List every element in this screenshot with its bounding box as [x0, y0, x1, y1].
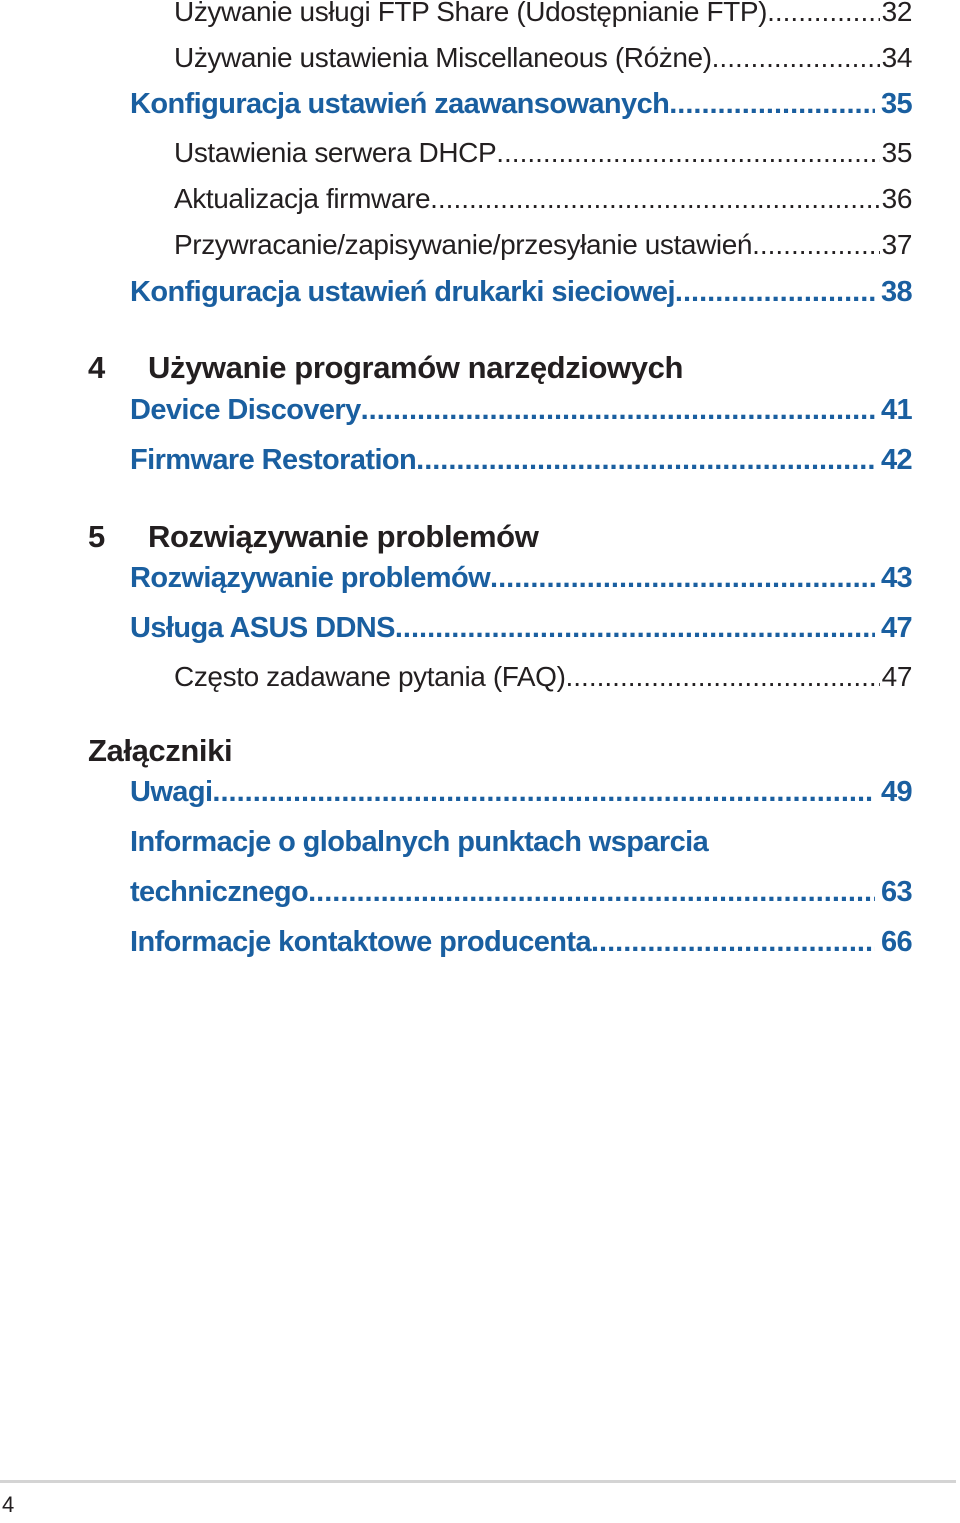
- dot-leader: [675, 276, 875, 309]
- dot-leader: [752, 229, 880, 261]
- toc-entry-advanced-settings[interactable]: [130, 88, 912, 121]
- toc-entry-page: 35: [881, 137, 912, 168]
- chapter-number: 4: [88, 350, 105, 385]
- toc-entry-title: Firmware Restoration: [130, 444, 417, 476]
- toc-entry-title: Przywracanie/zapisywanie/przesyłanie ustawień: [174, 229, 753, 260]
- toc-entry-device-discovery[interactable]: [130, 394, 912, 427]
- toc-entry-page: 63: [880, 876, 912, 908]
- dot-leader: [416, 444, 875, 477]
- dot-leader: [430, 183, 880, 215]
- toc-entry-title: Konfiguracja ustawień drukarki sieciowej: [130, 276, 675, 308]
- toc-entry-page: 35: [880, 88, 912, 120]
- chapter-title: Rozwiązywanie problemów: [148, 519, 539, 554]
- toc-entry-page: 37: [881, 229, 912, 260]
- dot-leader: [395, 612, 875, 645]
- dot-leader: [496, 137, 879, 169]
- toc-entry-title: Konfiguracja ustawień zaawansowanych: [130, 88, 670, 120]
- toc-entry-page: 43: [880, 562, 912, 594]
- toc-entry-page: 49: [880, 776, 912, 808]
- toc-entry-asus-ddns[interactable]: [130, 612, 912, 645]
- toc-entry-page: 47: [880, 612, 912, 644]
- toc-entry-notices[interactable]: [130, 776, 912, 809]
- toc-entry-page: 47: [881, 661, 912, 692]
- toc-entry-title: technicznego: [130, 876, 309, 908]
- chapter-heading-5: [88, 519, 538, 555]
- toc-entry-page: 42: [880, 444, 912, 476]
- toc-entry-support-line1[interactable]: Informacje o globalnych punktach wsparcia: [130, 826, 709, 858]
- toc-entry-title: Używanie ustawienia Miscellaneous (Różne): [174, 42, 712, 73]
- toc-entry-title: Uwagi: [130, 776, 213, 808]
- toc-entry-miscellaneous[interactable]: [174, 42, 912, 74]
- toc-entry-title: Informacje kontaktowe producenta: [130, 926, 591, 958]
- toc-entry-firmware-restoration[interactable]: [130, 444, 912, 477]
- toc-entry-title: Rozwiązywanie problemów: [130, 562, 491, 594]
- footer-page-number: 4: [2, 1492, 15, 1517]
- dot-leader: [669, 88, 875, 121]
- dot-leader: [361, 394, 875, 427]
- toc-entry-faq[interactable]: [174, 661, 912, 693]
- chapter-heading-4: [88, 350, 683, 386]
- dot-leader: [212, 776, 875, 809]
- dot-leader: [490, 562, 875, 595]
- toc-entry-page: 38: [880, 276, 912, 308]
- dot-leader: [712, 42, 880, 74]
- toc-entry-dhcp-server[interactable]: [174, 137, 912, 169]
- toc-entry-title: Aktualizacja firmware: [174, 183, 431, 214]
- toc-entry-page: 36: [881, 183, 912, 214]
- dot-leader: [566, 661, 880, 693]
- toc-entry-restore-save-upload[interactable]: [174, 229, 912, 261]
- dot-leader: [591, 926, 875, 959]
- chapter-title: Używanie programów narzędziowych: [148, 350, 683, 385]
- appendix-heading: Załączniki: [88, 733, 233, 768]
- toc-entry-page: 41: [880, 394, 912, 426]
- toc-entry-title: Device Discovery: [130, 394, 361, 426]
- dot-leader: [308, 876, 875, 909]
- toc-entry-page: 34: [881, 42, 912, 73]
- toc-entry-network-printer[interactable]: [130, 276, 912, 309]
- toc-entry-page: 66: [880, 926, 912, 958]
- toc-entry-title: Ustawienia serwera DHCP: [174, 137, 497, 168]
- toc-entry-manufacturer-contact[interactable]: [130, 926, 912, 959]
- toc-entry-page: 32: [881, 0, 912, 27]
- toc-entry-troubleshooting[interactable]: [130, 562, 912, 595]
- dot-leader: [767, 0, 880, 28]
- toc-entry-support-line2[interactable]: [130, 876, 912, 909]
- chapter-number: 5: [88, 519, 105, 554]
- footer-rule: [0, 1480, 956, 1483]
- toc-entry-firmware-update[interactable]: [174, 183, 912, 215]
- toc-entry-title: Usługa ASUS DDNS: [130, 612, 395, 644]
- toc-entry-ftp-share[interactable]: [174, 0, 912, 28]
- toc-entry-title: Używanie usługi FTP Share (Udostępnianie FTP): [174, 0, 768, 27]
- toc-entry-title: Często zadawane pytania (FAQ): [174, 661, 566, 692]
